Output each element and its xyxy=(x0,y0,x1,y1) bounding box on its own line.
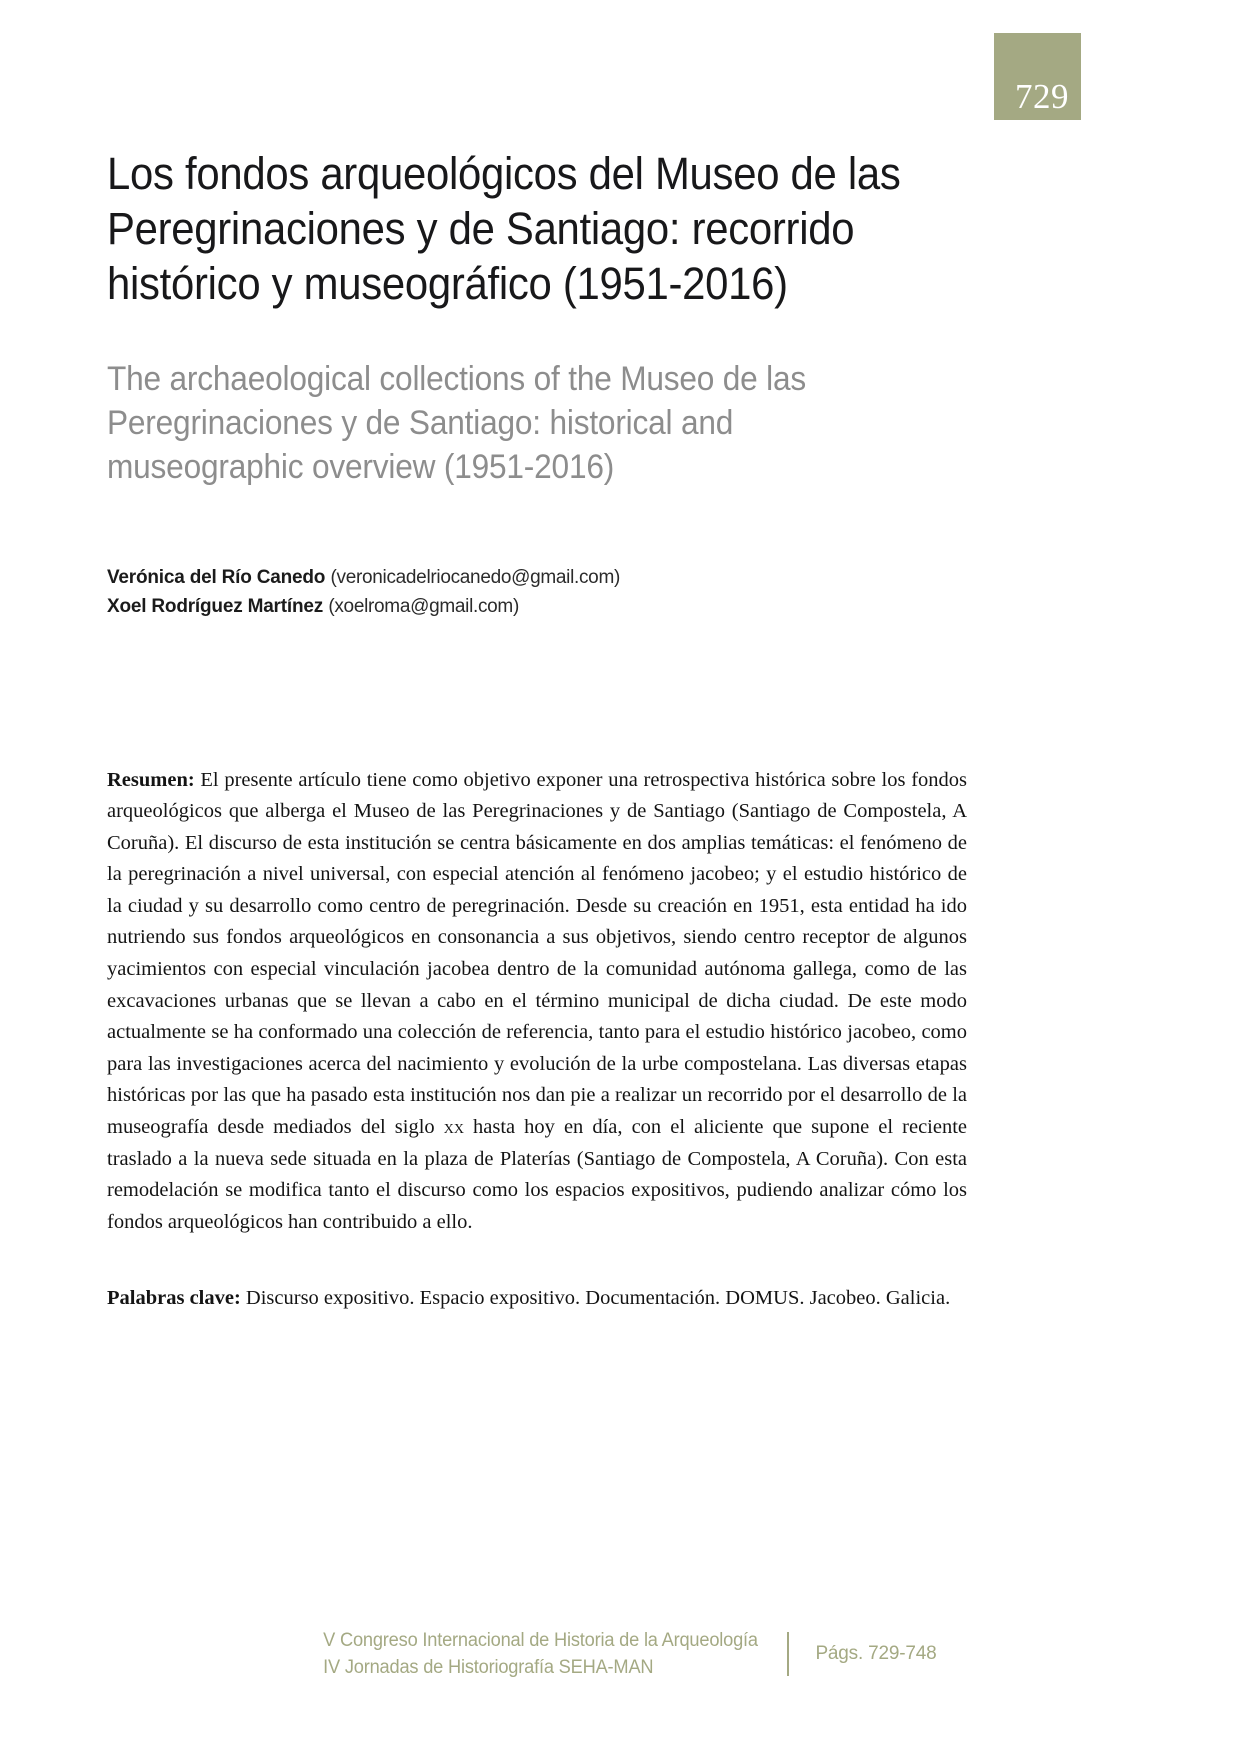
footer-page-range: Págs. 729-748 xyxy=(815,1643,937,1664)
page-title: Los fondos arqueológicos del Museo de las Peregrinaciones y de Santiago: recorrido histórico y museográfico (1951-2016) xyxy=(107,148,901,309)
abstract-century: xx xyxy=(443,1116,464,1139)
page-footer xyxy=(0,1627,1241,1681)
footer-congress xyxy=(323,1627,758,1681)
page-subtitle-english: The archaeological collections of the Museo de las Peregrinaciones y de Santiago: historical and museographic overview (1951-2016) xyxy=(107,360,807,486)
author-name: Xoel Rodríguez Martínez xyxy=(107,596,324,617)
footer-divider xyxy=(787,1632,789,1676)
content-column xyxy=(107,0,967,1335)
keywords-text: Discurso expositivo. Espacio expositivo. Documentación. DOMUS. Jacobeo. Galicia. xyxy=(240,1286,951,1309)
author-entry xyxy=(107,592,967,621)
page-number: 729 xyxy=(1015,77,1069,116)
abstract-text-end: hasta hoy en día, con el aliciente que supone el reciente traslado a la nueva sede situada en la plaza de Platerías (Santiago de Compostela, A Coruña). Con esta remodelación se modifica tanto el discurso como los espacios expositivos, pudiendo analizar cómo los fondos arqueológicos han contribuido a ello. xyxy=(107,1116,968,1233)
author-block xyxy=(107,489,967,621)
abstract-text: El presente artículo tiene como objetivo exponer una retrospectiva histórica sobre los fondos arqueológicos que alberga el Museo de las Peregrinaciones y de Santiago (Santiago de Compostela, A Coruña). El discurso de esta institución se centra básicamente en dos amplias temáticas: el fenómeno de la peregrinación a nivel universal, con especial atención al fenómeno jacobeo; y el estudio histórico de la ciudad y su desarrollo como centro de peregrinación. Desde su creación en 1951, esta entidad ha ido nutriendo sus fondos arqueológicos en consonancia a sus objetivos, siendo centro receptor de algunos yacimientos con especial vinculación jacobea dentro de la comunidad autónoma gallega, como de las excavaciones urbanas que se llevan a cabo en el término municipal de dicha ciudad. De este modo actualmente se ha conformado una colección de referencia, tanto para el estudio histórico jacobeo, como para las investigaciones acerca del nacimiento y evolución de la urbe compostelana. Las diversas etapas históricas por las que ha pasado esta institución nos dan pie a realizar un recorrido por el desarrollo de la museografía desde mediados del siglo xyxy=(107,768,967,1139)
author-email[interactable]: (veronicadelriocanedo@gmail.com) xyxy=(330,567,621,588)
footer-congress-line-2: IV Jornadas de Historiografía SEHA-MAN xyxy=(322,1657,653,1678)
page-number-block xyxy=(994,33,1081,120)
footer-inner xyxy=(305,1627,937,1681)
footer-congress-line-1: V Congreso Internacional de Historia de la Arqueología xyxy=(322,1630,758,1651)
author-entry xyxy=(107,563,967,592)
keywords-label: Palabras clave: xyxy=(107,1286,241,1309)
author-email[interactable]: (xoelroma@gmail.com) xyxy=(328,596,519,617)
abstract-label: Resumen: xyxy=(107,768,195,791)
keywords-paragraph xyxy=(107,1259,967,1315)
author-name: Verónica del Río Canedo xyxy=(107,567,326,588)
abstract-paragraph xyxy=(107,642,967,1239)
